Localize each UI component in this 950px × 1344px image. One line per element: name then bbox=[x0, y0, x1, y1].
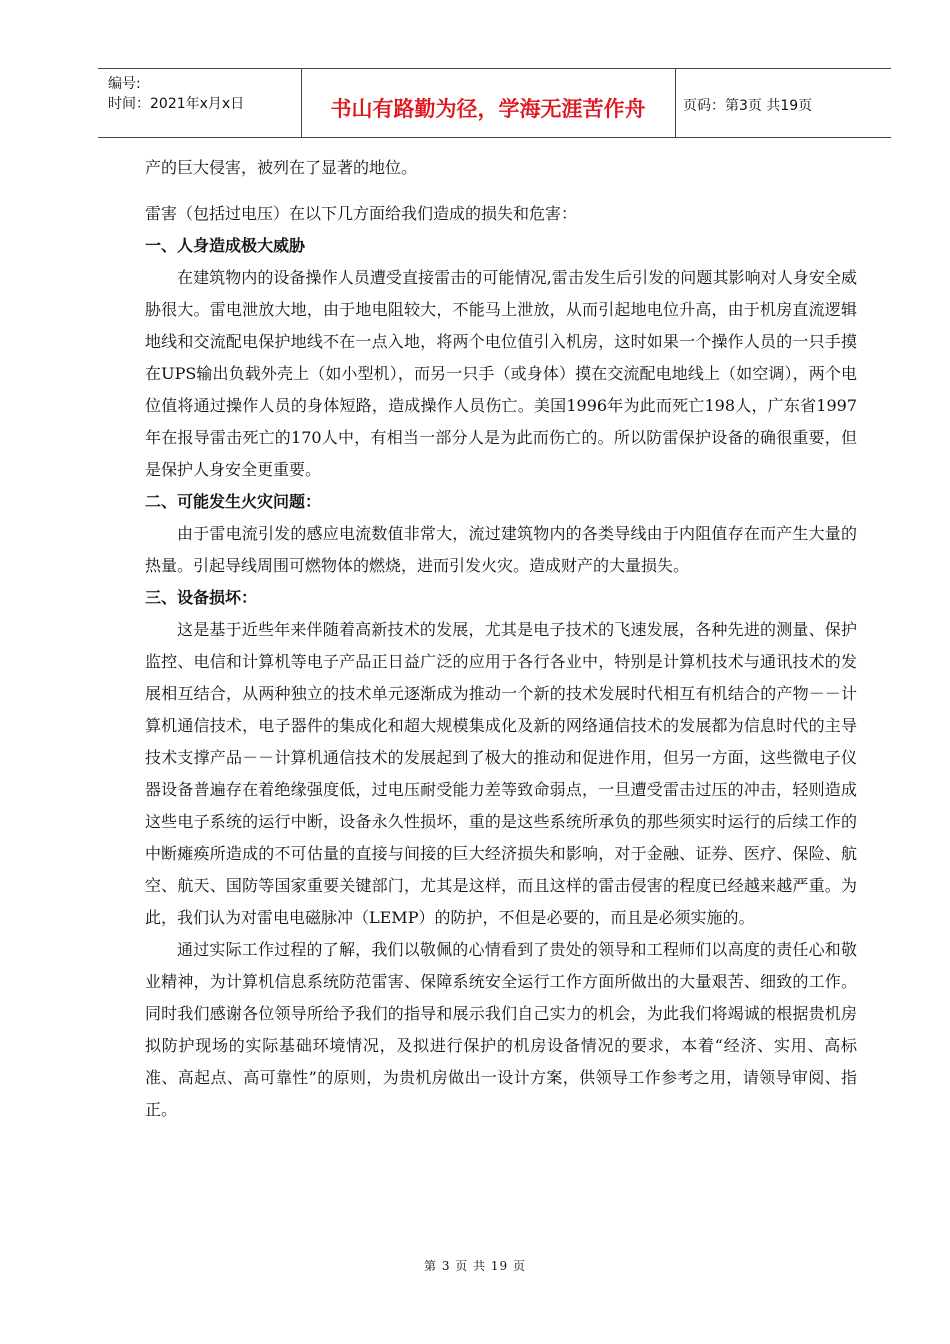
page-footer: 第 3 页 共 19 页 bbox=[424, 1259, 526, 1273]
section-heading-1: 一、人身造成极大威胁 bbox=[145, 236, 306, 255]
paragraph-equipment-damage: 这是基于近些年来伴随着高新技术的发展，尤其是电子技术的飞速发展，各种先进的测量、保护监控、电信和计算机等电子产品正日益广泛的应用于各行各业中，特别是计算机技术与通讯技术的发展相互结合，从两种独立的技术单元逐渐成为推动一个新的技术发展时代相互有机结合的产物－－计算机通信技术，电子器件的集成化和超大规模集成化及新的网络通信技术的发展都为信息时代的主导技术支撑产品－－计算机通信技术的发展起到了极大的推动和促进作用，但另一方面，这些微电子仪器设备普遍存在着绝缘强度低，过电压耐受能力差等致命弱点，一旦遭受雷击过压的冲击，轻则造成这些电子系统的运行中断，设备永久性损坏，重的是这些系统所承负的那些须实时运行的后续工作的中断瘫痪所造成的不可估量的直接与间接的巨大经济损失和影响，对于金融、证券、医疗、保险、航空、航天、国防等国家重要关键部门，尤其是这样，而且这样的雷击侵害的程度已经越来越严重。为此，我们认为对雷电电磁脉冲（LEMP）的防护，不但是必要的，而且是必须实施的。 bbox=[145, 620, 857, 927]
document-body bbox=[145, 152, 857, 1126]
header-motto-cell bbox=[301, 69, 676, 137]
header-motto: 书山有路勤为径，学海无涯苦作舟 bbox=[330, 97, 646, 121]
section-heading-3: 三、设备损坏： bbox=[145, 588, 258, 607]
number-label: 编号: bbox=[108, 76, 141, 92]
paragraph-continuation: 产的巨大侵害，被列在了显著的地位。 bbox=[145, 158, 418, 177]
paragraph-intro: 雷害（包括过电压）在以下几方面给我们造成的损失和危害： bbox=[145, 204, 578, 223]
header-meta-cell bbox=[98, 69, 302, 137]
paragraph-fire-risk: 由于雷电流引发的感应电流数值非常大，流过建筑物内的各类导线由于内阻值存在而产生大量的热量。引起导线周围可燃物体的燃烧，进而引发火灾。造成财产的大量损失。 bbox=[145, 524, 857, 575]
section-heading-2: 二、可能发生火灾问题： bbox=[145, 492, 322, 511]
time-label: 时间：2021年x月x日 bbox=[108, 96, 245, 112]
paragraph-closing: 通过实际工作过程的了解，我们以敬佩的心情看到了贵处的领导和工程师们以高度的责任心和敬业精神，为计算机信息系统防范雷害、保障系统安全运行工作方面所做出的大量艰苦、细致的工作。同时我们感谢各位领导所给予我们的指导和展示我们自己实力的机会，为此我们将竭诚的根据贵机房拟防护现场的实际基础环境情况，及拟进行保护的机房设备情况的要求，本着“经济、实用、高标准、高起点、高可靠性”的原则，为贵机房做出一设计方案，供领导工作参考之用，请领导审阅、指正。 bbox=[145, 940, 857, 1119]
page-header bbox=[98, 68, 891, 138]
header-page-info: 页码：第3页 共19页 bbox=[683, 98, 813, 114]
paragraph-personal-safety: 在建筑物内的设备操作人员遭受直接雷击的可能情况,雷击发生后引发的问题其影响对人身安全威胁很大。雷电泄放大地，由于地电阻较大，不能马上泄放，从而引起地电位升高，由于机房直流逻辑地线和交流配电保护地线不在一点入地，将两个电位值引入机房，这时如果一个操作人员的一只手摸在UPS输出负载外壳上（如小型机），而另一只手（或身体）摸在交流配电地线上（如空调），两个电位值将通过操作人员的身体短路，造成操作人员伤亡。美国1996年为此而死亡198人，广东省1997年在报导雷击死亡的170人中，有相当一部分人是为此而伤亡的。所以防雷保护设备的确很重要，但是保护人身安全更重要。 bbox=[145, 268, 857, 479]
header-page-cell bbox=[675, 69, 891, 137]
